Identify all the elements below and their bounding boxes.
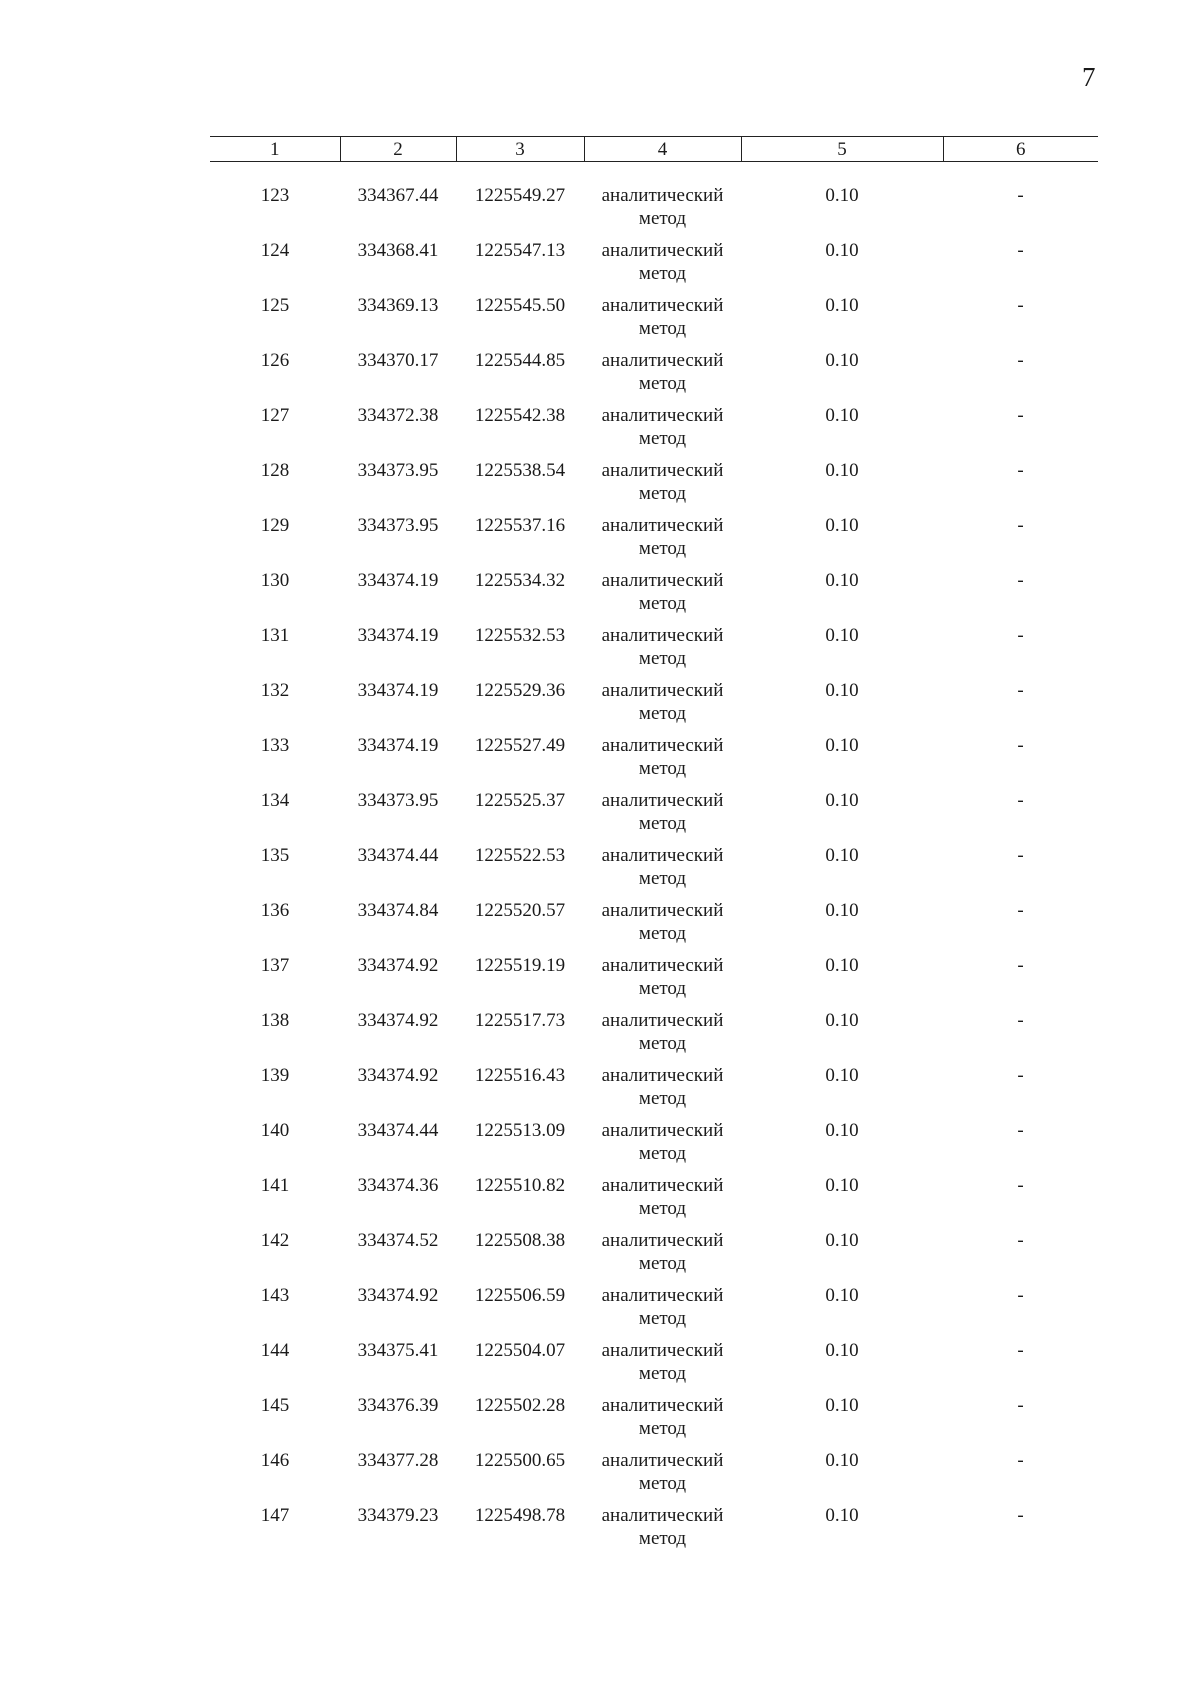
table-row: [210, 404, 1098, 459]
note-cell: -: [1017, 1505, 1024, 1526]
method-line-2: метод: [638, 923, 687, 944]
note-cell: -: [1017, 1285, 1024, 1306]
method-line-2: метод: [638, 1253, 687, 1274]
method-line-1: аналитический: [601, 1505, 724, 1526]
method-cell: [584, 1064, 741, 1119]
column-header-3: 3: [456, 137, 584, 162]
table-row: [210, 679, 1098, 734]
point-number-cell: 147: [260, 1505, 290, 1526]
y-coordinate-cell: 1225537.16: [474, 515, 566, 536]
method-line-2: метод: [638, 373, 687, 394]
method-cell: [584, 349, 741, 404]
point-number-cell: 129: [260, 515, 290, 536]
method-cell: [584, 294, 741, 349]
accuracy-cell: 0.10: [825, 625, 859, 646]
method-cell: [584, 1284, 741, 1339]
method-line-2: метод: [638, 868, 687, 889]
accuracy-cell: 0.10: [825, 900, 859, 921]
note-cell: -: [1017, 790, 1024, 811]
method-line-2: метод: [638, 648, 687, 669]
method-cell: [584, 624, 741, 679]
method-cell: [584, 514, 741, 569]
method-cell: [584, 1229, 741, 1284]
column-header-2: 2: [340, 137, 456, 162]
accuracy-cell: 0.10: [825, 735, 859, 756]
table-body: [210, 162, 1098, 1560]
accuracy-cell: 0.10: [825, 1505, 859, 1526]
y-coordinate-cell: 1225529.36: [474, 680, 566, 701]
y-coordinate-cell: 1225534.32: [474, 570, 566, 591]
table-row: [210, 514, 1098, 569]
point-number-cell: 142: [260, 1230, 290, 1251]
point-number-cell: 123: [260, 185, 290, 206]
method-cell: [584, 1449, 741, 1504]
method-cell: [584, 1394, 741, 1449]
x-coordinate-cell: 334372.38: [357, 405, 439, 426]
accuracy-cell: 0.10: [825, 1450, 859, 1471]
method-cell: [584, 1339, 741, 1394]
method-line-2: метод: [638, 1473, 687, 1494]
column-header-1: 1: [210, 137, 340, 162]
note-cell: -: [1017, 1395, 1024, 1416]
method-line-1: аналитический: [601, 570, 724, 591]
accuracy-cell: 0.10: [825, 460, 859, 481]
accuracy-cell: 0.10: [825, 1010, 859, 1031]
x-coordinate-cell: 334374.19: [357, 735, 439, 756]
method-line-2: метод: [638, 1363, 687, 1384]
note-cell: -: [1017, 570, 1024, 591]
method-cell: [584, 1174, 741, 1229]
point-number-cell: 130: [260, 570, 290, 591]
x-coordinate-cell: 334379.23: [357, 1505, 439, 1526]
accuracy-cell: 0.10: [825, 1065, 859, 1086]
point-number-cell: 128: [260, 460, 290, 481]
method-cell: [584, 404, 741, 459]
point-number-cell: 146: [260, 1450, 290, 1471]
method-line-1: аналитический: [601, 1065, 724, 1086]
x-coordinate-cell: 334374.19: [357, 625, 439, 646]
table-row: [210, 789, 1098, 844]
note-cell: -: [1017, 955, 1024, 976]
table-row: [210, 1174, 1098, 1229]
method-cell: [584, 1504, 741, 1559]
table-row: [210, 1339, 1098, 1394]
method-line-2: метод: [638, 1088, 687, 1109]
point-number-cell: 141: [260, 1175, 290, 1196]
table-row: [210, 239, 1098, 294]
table-row: [210, 1229, 1098, 1284]
point-number-cell: 133: [260, 735, 290, 756]
point-number-cell: 132: [260, 680, 290, 701]
x-coordinate-cell: 334374.19: [357, 680, 439, 701]
accuracy-cell: 0.10: [825, 1230, 859, 1251]
y-coordinate-cell: 1225527.49: [474, 735, 566, 756]
x-coordinate-cell: 334373.95: [357, 460, 439, 481]
accuracy-cell: 0.10: [825, 680, 859, 701]
x-coordinate-cell: 334374.44: [357, 845, 439, 866]
method-line-1: аналитический: [601, 735, 724, 756]
accuracy-cell: 0.10: [825, 350, 859, 371]
x-coordinate-cell: 334374.19: [357, 570, 439, 591]
y-coordinate-cell: 1225522.53: [474, 845, 566, 866]
method-line-2: метод: [638, 703, 687, 724]
accuracy-cell: 0.10: [825, 955, 859, 976]
note-cell: -: [1017, 350, 1024, 371]
accuracy-cell: 0.10: [825, 1175, 859, 1196]
method-line-1: аналитический: [601, 790, 724, 811]
accuracy-cell: 0.10: [825, 1285, 859, 1306]
accuracy-cell: 0.10: [825, 185, 859, 206]
table-row: [210, 1009, 1098, 1064]
x-coordinate-cell: 334374.44: [357, 1120, 439, 1141]
method-line-1: аналитический: [601, 680, 724, 701]
point-number-cell: 144: [260, 1340, 290, 1361]
y-coordinate-cell: 1225516.43: [474, 1065, 566, 1086]
method-line-2: метод: [638, 428, 687, 449]
point-number-cell: 131: [260, 625, 290, 646]
page-number: 7: [1082, 62, 1096, 92]
point-number-cell: 126: [260, 350, 290, 371]
method-line-1: аналитический: [601, 460, 724, 481]
method-line-1: аналитический: [601, 1120, 724, 1141]
x-coordinate-cell: 334376.39: [357, 1395, 439, 1416]
table-row: [210, 844, 1098, 899]
note-cell: -: [1017, 625, 1024, 646]
method-cell: [584, 789, 741, 844]
x-coordinate-cell: 334369.13: [357, 295, 439, 316]
point-number-cell: 145: [260, 1395, 290, 1416]
method-line-1: аналитический: [601, 1395, 724, 1416]
method-cell: [584, 844, 741, 899]
note-cell: -: [1017, 1065, 1024, 1086]
y-coordinate-cell: 1225532.53: [474, 625, 566, 646]
accuracy-cell: 0.10: [825, 515, 859, 536]
point-number-cell: 140: [260, 1120, 290, 1141]
x-coordinate-cell: 334374.36: [357, 1175, 439, 1196]
accuracy-cell: 0.10: [825, 295, 859, 316]
method-cell: [584, 569, 741, 624]
accuracy-cell: 0.10: [825, 405, 859, 426]
point-number-cell: 136: [260, 900, 290, 921]
method-line-1: аналитический: [601, 955, 724, 976]
y-coordinate-cell: 1225544.85: [474, 350, 566, 371]
point-number-cell: 124: [260, 240, 290, 261]
table-row: [210, 349, 1098, 404]
note-cell: -: [1017, 1010, 1024, 1031]
method-line-2: метод: [638, 978, 687, 999]
y-coordinate-cell: 1225510.82: [474, 1175, 566, 1196]
note-cell: -: [1017, 1340, 1024, 1361]
point-number-cell: 135: [260, 845, 290, 866]
column-header-6: 6: [943, 137, 1098, 162]
method-line-1: аналитический: [601, 1230, 724, 1251]
method-cell: [584, 459, 741, 514]
y-coordinate-cell: 1225525.37: [474, 790, 566, 811]
method-line-2: метод: [638, 593, 687, 614]
y-coordinate-cell: 1225519.19: [474, 955, 566, 976]
method-line-1: аналитический: [601, 240, 724, 261]
point-number-cell: 134: [260, 790, 290, 811]
y-coordinate-cell: 1225538.54: [474, 460, 566, 481]
method-cell: [584, 1119, 741, 1174]
method-line-2: метод: [638, 1308, 687, 1329]
y-coordinate-cell: 1225508.38: [474, 1230, 566, 1251]
note-cell: -: [1017, 1175, 1024, 1196]
table-row: [210, 624, 1098, 679]
note-cell: -: [1017, 405, 1024, 426]
table-row: [210, 459, 1098, 514]
point-number-cell: 127: [260, 405, 290, 426]
method-line-2: метод: [638, 813, 687, 834]
note-cell: -: [1017, 1450, 1024, 1471]
method-line-1: аналитический: [601, 625, 724, 646]
column-header-5: 5: [741, 137, 943, 162]
table-row: [210, 954, 1098, 1009]
method-line-2: метод: [638, 1418, 687, 1439]
method-line-2: метод: [638, 483, 687, 504]
x-coordinate-cell: 334373.95: [357, 515, 439, 536]
x-coordinate-cell: 334367.44: [357, 185, 439, 206]
y-coordinate-cell: 1225547.13: [474, 240, 566, 261]
x-coordinate-cell: 334368.41: [357, 240, 439, 261]
method-cell: [584, 954, 741, 1009]
method-line-2: метод: [638, 263, 687, 284]
table-row: [210, 899, 1098, 954]
method-line-2: метод: [638, 1033, 687, 1054]
table-row: [210, 1449, 1098, 1504]
table-row: [210, 1119, 1098, 1174]
y-coordinate-cell: 1225500.65: [474, 1450, 566, 1471]
note-cell: -: [1017, 680, 1024, 701]
method-cell: [584, 679, 741, 734]
table-row: [210, 1504, 1098, 1559]
note-cell: -: [1017, 1230, 1024, 1251]
y-coordinate-cell: 1225504.07: [474, 1340, 566, 1361]
method-line-1: аналитический: [601, 185, 724, 206]
method-line-2: метод: [638, 208, 687, 229]
method-line-1: аналитический: [601, 295, 724, 316]
note-cell: -: [1017, 295, 1024, 316]
y-coordinate-cell: 1225520.57: [474, 900, 566, 921]
x-coordinate-cell: 334374.52: [357, 1230, 439, 1251]
table-row: [210, 734, 1098, 789]
method-line-2: метод: [638, 538, 687, 559]
note-cell: -: [1017, 460, 1024, 481]
coordinates-table: [210, 136, 1098, 1559]
table-row: [210, 294, 1098, 349]
note-cell: -: [1017, 900, 1024, 921]
method-cell: [584, 239, 741, 294]
point-number-cell: 139: [260, 1065, 290, 1086]
table-row: [210, 1284, 1098, 1339]
point-number-cell: 143: [260, 1285, 290, 1306]
y-coordinate-cell: 1225542.38: [474, 405, 566, 426]
y-coordinate-cell: 1225502.28: [474, 1395, 566, 1416]
table-row: [210, 1064, 1098, 1119]
accuracy-cell: 0.10: [825, 240, 859, 261]
table-header-row: [210, 137, 1098, 162]
method-line-1: аналитический: [601, 1340, 724, 1361]
method-line-1: аналитический: [601, 1285, 724, 1306]
method-line-1: аналитический: [601, 1010, 724, 1031]
note-cell: -: [1017, 185, 1024, 206]
table-row: [210, 569, 1098, 624]
note-cell: -: [1017, 845, 1024, 866]
note-cell: -: [1017, 240, 1024, 261]
note-cell: -: [1017, 515, 1024, 536]
y-coordinate-cell: 1225517.73: [474, 1010, 566, 1031]
method-line-2: метод: [638, 1198, 687, 1219]
accuracy-cell: 0.10: [825, 1395, 859, 1416]
x-coordinate-cell: 334370.17: [357, 350, 439, 371]
x-coordinate-cell: 334374.84: [357, 900, 439, 921]
column-header-4: 4: [584, 137, 741, 162]
method-line-1: аналитический: [601, 900, 724, 921]
accuracy-cell: 0.10: [825, 845, 859, 866]
method-line-1: аналитический: [601, 405, 724, 426]
y-coordinate-cell: 1225549.27: [474, 185, 566, 206]
method-line-1: аналитический: [601, 845, 724, 866]
method-cell: [584, 899, 741, 954]
method-line-1: аналитический: [601, 1450, 724, 1471]
accuracy-cell: 0.10: [825, 1120, 859, 1141]
x-coordinate-cell: 334374.92: [357, 955, 439, 976]
y-coordinate-cell: 1225513.09: [474, 1120, 566, 1141]
x-coordinate-cell: 334374.92: [357, 1065, 439, 1086]
x-coordinate-cell: 334374.92: [357, 1285, 439, 1306]
method-line-2: метод: [638, 318, 687, 339]
method-line-1: аналитический: [601, 515, 724, 536]
table-row: [210, 1394, 1098, 1449]
y-coordinate-cell: 1225545.50: [474, 295, 566, 316]
method-line-2: метод: [638, 758, 687, 779]
x-coordinate-cell: 334377.28: [357, 1450, 439, 1471]
method-line-1: аналитический: [601, 350, 724, 371]
x-coordinate-cell: 334374.92: [357, 1010, 439, 1031]
x-coordinate-cell: 334375.41: [357, 1340, 439, 1361]
point-number-cell: 125: [260, 295, 290, 316]
method-cell: [584, 184, 741, 239]
y-coordinate-cell: 1225498.78: [474, 1505, 566, 1526]
method-line-1: аналитический: [601, 1175, 724, 1196]
point-number-cell: 138: [260, 1010, 290, 1031]
table-row: [210, 184, 1098, 239]
note-cell: -: [1017, 1120, 1024, 1141]
accuracy-cell: 0.10: [825, 1340, 859, 1361]
note-cell: -: [1017, 735, 1024, 756]
method-line-2: метод: [638, 1528, 687, 1549]
accuracy-cell: 0.10: [825, 570, 859, 591]
accuracy-cell: 0.10: [825, 790, 859, 811]
x-coordinate-cell: 334373.95: [357, 790, 439, 811]
y-coordinate-cell: 1225506.59: [474, 1285, 566, 1306]
method-cell: [584, 734, 741, 789]
point-number-cell: 137: [260, 955, 290, 976]
method-line-2: метод: [638, 1143, 687, 1164]
method-cell: [584, 1009, 741, 1064]
